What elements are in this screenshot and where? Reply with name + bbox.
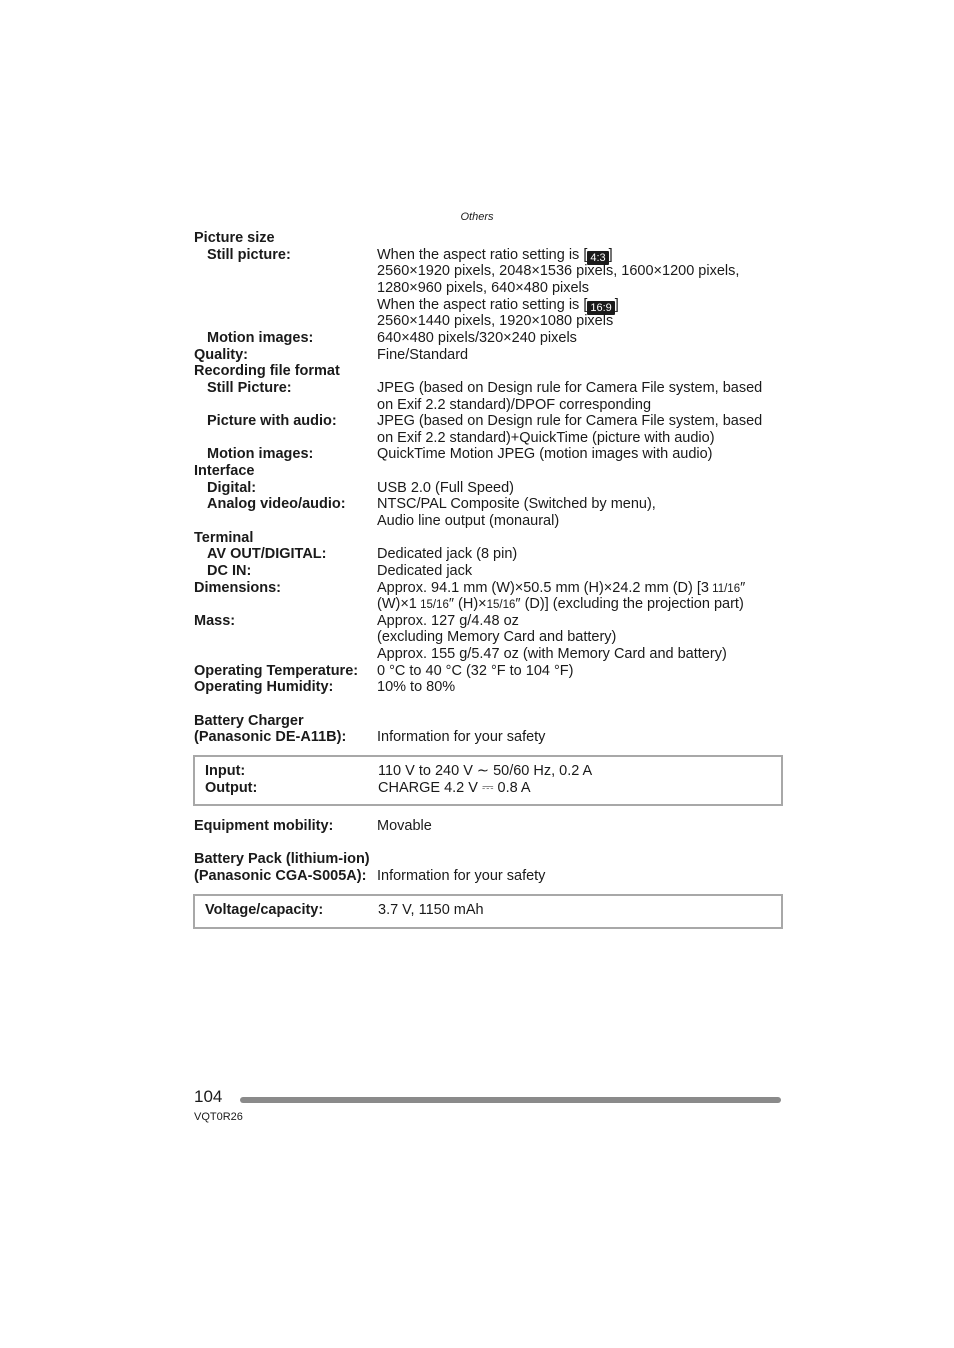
spec-value: Approx. 127 g/4.48 oz [377,613,519,629]
spec-label: Analog video/audio: [207,496,346,512]
spec-label: Mass: [194,613,236,629]
spec-value: QuickTime Motion JPEG (motion images with audio) [377,446,713,462]
spec-value: Approx. 94.1 mm (W)×50.5 mm (H)×24.2 mm (D) [3 11/16″ [377,580,746,596]
spec-heading: Picture size [194,230,275,246]
spec-value: JPEG (based on Design rule for Camera File system, based [377,413,763,429]
aspect-43-icon: 4:3 [587,251,608,265]
spec-value: When the aspect ratio setting is [ 16:9 ] [377,297,619,314]
document-code: VQT0R26 [194,1111,243,1123]
spec-value: NTSC/PAL Composite (Switched by menu), [377,496,656,512]
battery-title: Battery Pack (lithium-ion) [194,851,370,867]
spec-label: Equipment mobility: [194,818,334,834]
section-header: Others [460,211,494,223]
safety-note: Information for your safety [377,729,546,745]
spec-value: Fine/Standard [377,347,469,363]
spec-label: Input: [205,763,246,779]
spec-label: Picture with audio: [207,413,337,429]
spec-label: Operating Humidity: [194,679,334,695]
spec-value: 2560×1920 pixels, 2048×1536 pixels, 1600×1200 pixels, [377,263,740,279]
battery-model: (Panasonic CGA-S005A): [194,868,367,884]
spec-value: JPEG (based on Design rule for Camera File system, based [377,380,763,396]
spec-value: 640×480 pixels/320×240 pixels [377,330,577,346]
spec-value: Dedicated jack (8 pin) [377,546,518,562]
spec-value: (W)×1 15/16″ (H)×15/16″ (D)] (excluding the projection part) [377,596,744,612]
spec-value: 110 V to 240 V ∼ 50/60 Hz, 0.2 A [378,763,593,779]
spec-value: 0 °C to 40 °C (32 °F to 104 °F) [377,663,574,679]
spec-value: Movable [377,818,432,834]
spec-label: Voltage/capacity: [205,902,324,918]
spec-value: USB 2.0 (Full Speed) [377,480,515,496]
spec-value: 10% to 80% [377,679,456,695]
safety-note: Information for your safety [377,868,546,884]
spec-label: Still picture: [207,247,291,263]
page-number: 104 [194,1087,223,1106]
spec-label: Still Picture: [207,380,292,396]
footer-bar [240,1097,781,1103]
spec-label: Digital: [207,480,257,496]
charger-safety-box [193,755,783,806]
spec-heading: Recording file format [194,363,340,379]
charger-model: (Panasonic DE-A11B): [194,729,347,745]
spec-value: on Exif 2.2 standard)/DPOF corresponding [377,397,652,413]
spec-value: 1280×960 pixels, 640×480 pixels [377,280,590,296]
spec-value: CHARGE 4.2 V ⎓ 0.8 A [378,780,531,796]
charger-title: Battery Charger [194,713,304,729]
spec-label: Motion images: [207,330,314,346]
spec-value: 2560×1440 pixels, 1920×1080 pixels [377,313,614,329]
spec-heading: Terminal [194,530,254,546]
spec-value: 3.7 V, 1150 mAh [378,902,484,918]
battery-safety-box [193,894,783,929]
spec-heading: Interface [194,463,255,479]
spec-label: Output: [205,780,258,796]
spec-label: Dimensions: [194,580,282,596]
aspect-169-icon: 16:9 [587,301,614,315]
spec-value: Approx. 155 g/5.47 oz (with Memory Card and battery) [377,646,727,662]
spec-label: DC IN: [207,563,252,579]
spec-label: AV OUT/DIGITAL: [207,546,327,562]
spec-value: Dedicated jack [377,563,473,579]
spec-label: Motion images: [207,446,314,462]
spec-value: on Exif 2.2 standard)+QuickTime (picture with audio) [377,430,715,446]
spec-label: Quality: [194,347,248,363]
spec-value: (excluding Memory Card and battery) [377,629,617,645]
spec-value: Audio line output (monaural) [377,513,560,529]
spec-label: Operating Temperature: [194,663,359,679]
spec-value: When the aspect ratio setting is [ 4:3 ] [377,247,613,264]
